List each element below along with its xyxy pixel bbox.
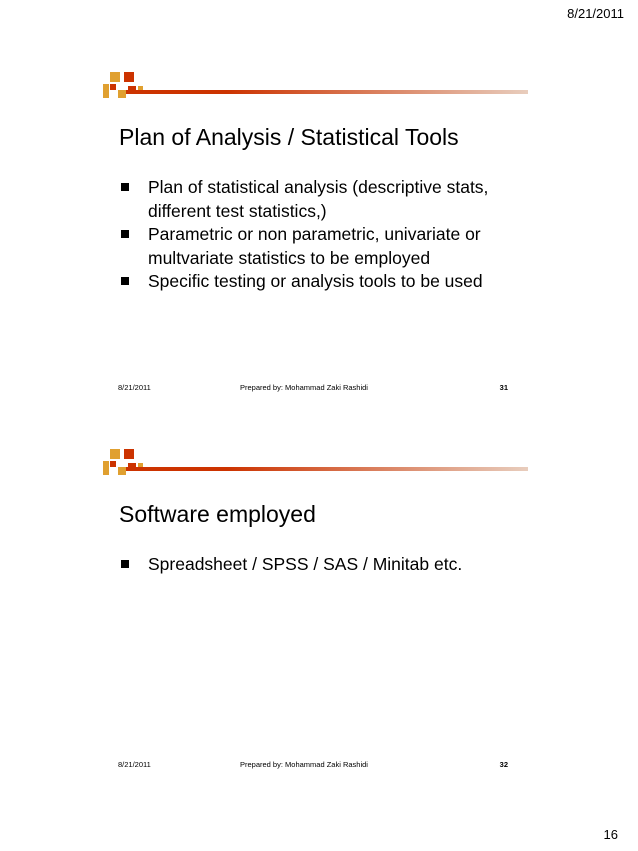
slide-ornament (100, 447, 528, 487)
slide-ornament (100, 70, 528, 110)
page-number: 16 (603, 827, 618, 842)
bullet-text: Specific testing or analysis tools to be used (148, 271, 483, 291)
slide-footer (118, 383, 508, 393)
bullet-text: Plan of statistical analysis (descriptive stats, different test statistics,) (148, 177, 489, 221)
bullet-text: Parametric or non parametric, univariate or multvariate statistics to be employed (148, 224, 481, 268)
list-item (119, 553, 519, 577)
list-item (119, 270, 519, 294)
footer-author: Prepared by: Mohammad Zaki Rashidi (240, 383, 368, 392)
slide-32 (100, 447, 528, 777)
bullet-square-icon (121, 183, 129, 191)
bullet-list (119, 176, 519, 294)
list-item (119, 223, 519, 270)
bullet-square-icon (121, 277, 129, 285)
slide-number: 31 (499, 383, 508, 392)
bullet-text: Spreadsheet / SPSS / SAS / Minitab etc. (148, 554, 463, 574)
slide-31 (100, 70, 528, 400)
footer-date: 8/21/2011 (118, 383, 151, 392)
list-item (119, 176, 519, 223)
slide-title: Plan of Analysis / Statistical Tools (119, 124, 459, 150)
bullet-square-icon (121, 230, 129, 238)
bullet-square-icon (121, 560, 129, 568)
bullet-list (119, 553, 519, 577)
slide-number: 32 (499, 760, 508, 769)
slide-footer (118, 760, 508, 770)
footer-date: 8/21/2011 (118, 760, 151, 769)
footer-author: Prepared by: Mohammad Zaki Rashidi (240, 760, 368, 769)
slide-title: Software employed (119, 501, 316, 527)
page-date: 8/21/2011 (567, 6, 624, 21)
